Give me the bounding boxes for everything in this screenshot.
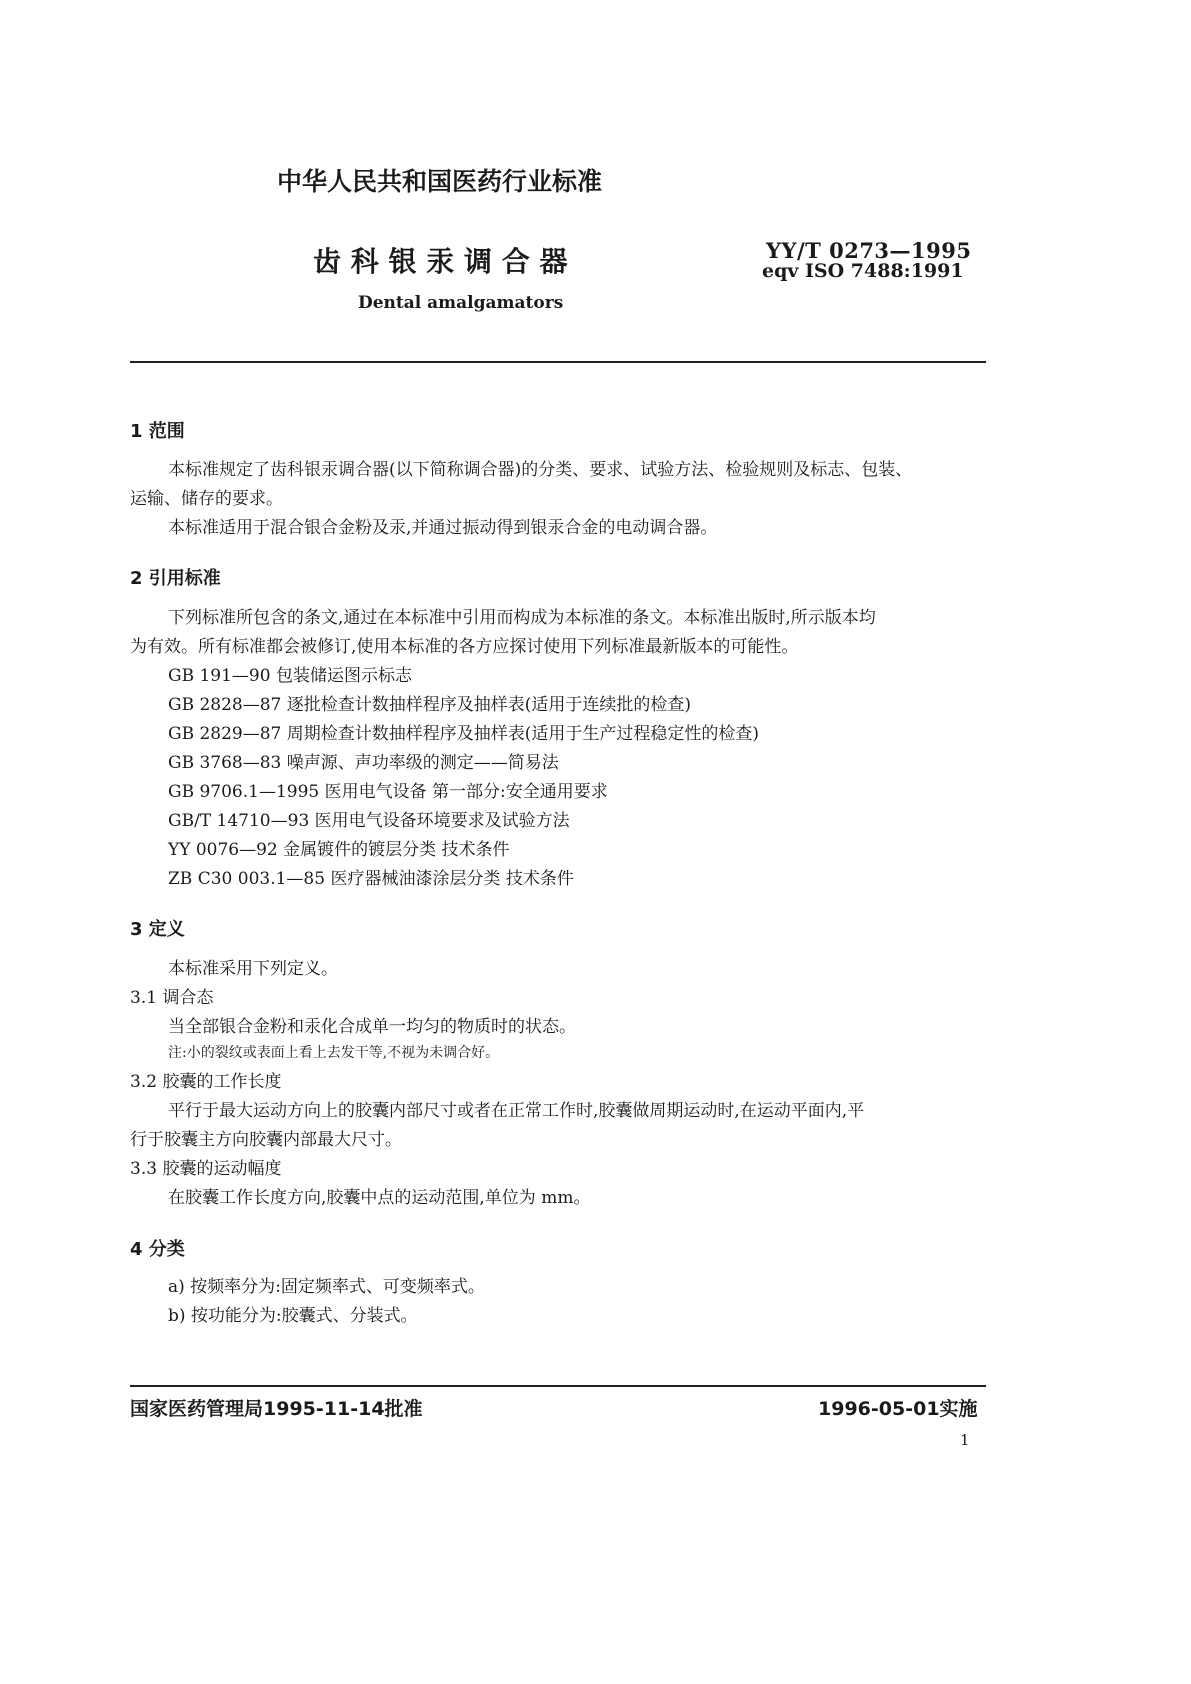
section-3-intro: 本标准采用下列定义。: [168, 959, 338, 979]
standard-number: YY/T 0273—1995: [766, 238, 972, 263]
classification-item-a: a) 按频率分为:固定频率式、可变频率式。: [168, 1277, 485, 1297]
definition-3-1-note: 注:小的裂纹或表面上看上去发干等,不视为未调合好。: [168, 1045, 500, 1061]
classification-item-b: b) 按功能分为:胶囊式、分装式。: [168, 1306, 418, 1326]
approval-line: 国家医药管理局1995-11-14批准: [130, 1398, 423, 1420]
footer-rule: [130, 1385, 986, 1387]
section-2-para-1b: 为有效。所有标准都会被修订,使用本标准的各方应探讨使用下列标准最新版本的可能性。: [130, 637, 799, 657]
reference-item: ZB C30 003.1—85 医疗器械油漆涂层分类 技术条件: [168, 869, 574, 889]
section-2-heading: 2 引用标准: [130, 568, 221, 589]
section-1-para-2: 本标准适用于混合银合金粉及汞,并通过振动得到银汞合金的电动调合器。: [168, 518, 718, 538]
section-2-para-1a: 下列标准所包含的条文,通过在本标准中引用而构成为本标准的条文。本标准出版时,所示版本均: [168, 608, 876, 628]
reference-item: GB 191—90 包装储运图示标志: [168, 666, 412, 686]
reference-item: GB 2829—87 周期检查计数抽样程序及抽样表(适用于生产过程稳定性的检查): [168, 724, 760, 744]
english-title: Dental amalgamators: [358, 293, 564, 313]
definition-3-1-text: 当全部银合金粉和汞化合成单一均匀的物质时的状态。: [168, 1017, 576, 1037]
section-1-heading: 1 范围: [130, 421, 185, 442]
definition-3-3-text: 在胶囊工作长度方向,胶囊中点的运动范围,单位为 mm。: [168, 1188, 591, 1208]
reference-item: GB 3768—83 噪声源、声功率级的测定——简易法: [168, 753, 559, 773]
reference-item: GB/T 14710—93 医用电气设备环境要求及试验方法: [168, 811, 570, 831]
definition-3-2-text-b: 行于胶囊主方向胶囊内部最大尺寸。: [130, 1130, 402, 1150]
reference-item: GB 2828—87 逐批检查计数抽样程序及抽样表(适用于连续批的检查): [168, 695, 692, 715]
effective-date: 1996-05-01实施: [818, 1398, 978, 1420]
definition-3-1-title: 3.1 调合态: [130, 988, 214, 1008]
page-number: 1: [960, 1431, 970, 1449]
section-3-heading: 3 定义: [130, 919, 185, 940]
section-1-para-1a: 本标准规定了齿科银汞调合器(以下简称调合器)的分类、要求、试验方法、检验规则及标志、包装、: [168, 460, 913, 480]
header-rule: [130, 361, 986, 363]
section-1-para-1b: 运输、储存的要求。: [130, 489, 283, 509]
section-4-heading: 4 分类: [130, 1239, 185, 1260]
definition-3-2-title: 3.2 胶囊的工作长度: [130, 1072, 282, 1092]
definition-3-3-title: 3.3 胶囊的运动幅度: [130, 1159, 282, 1179]
definition-3-2-text-a: 平行于最大运动方向上的胶囊内部尺寸或者在正常工作时,胶囊做周期运动时,在运动平面内,平: [168, 1101, 865, 1121]
reference-item: GB 9706.1—1995 医用电气设备 第一部分:安全通用要求: [168, 782, 608, 802]
equivalence: eqv ISO 7488:1991: [762, 260, 964, 282]
org-title: 中华人民共和国医药行业标准: [277, 167, 603, 196]
document-title: 齿 科 银 汞 调 合 器: [313, 245, 568, 278]
reference-item: YY 0076—92 金属镀件的镀层分类 技术条件: [168, 840, 510, 860]
